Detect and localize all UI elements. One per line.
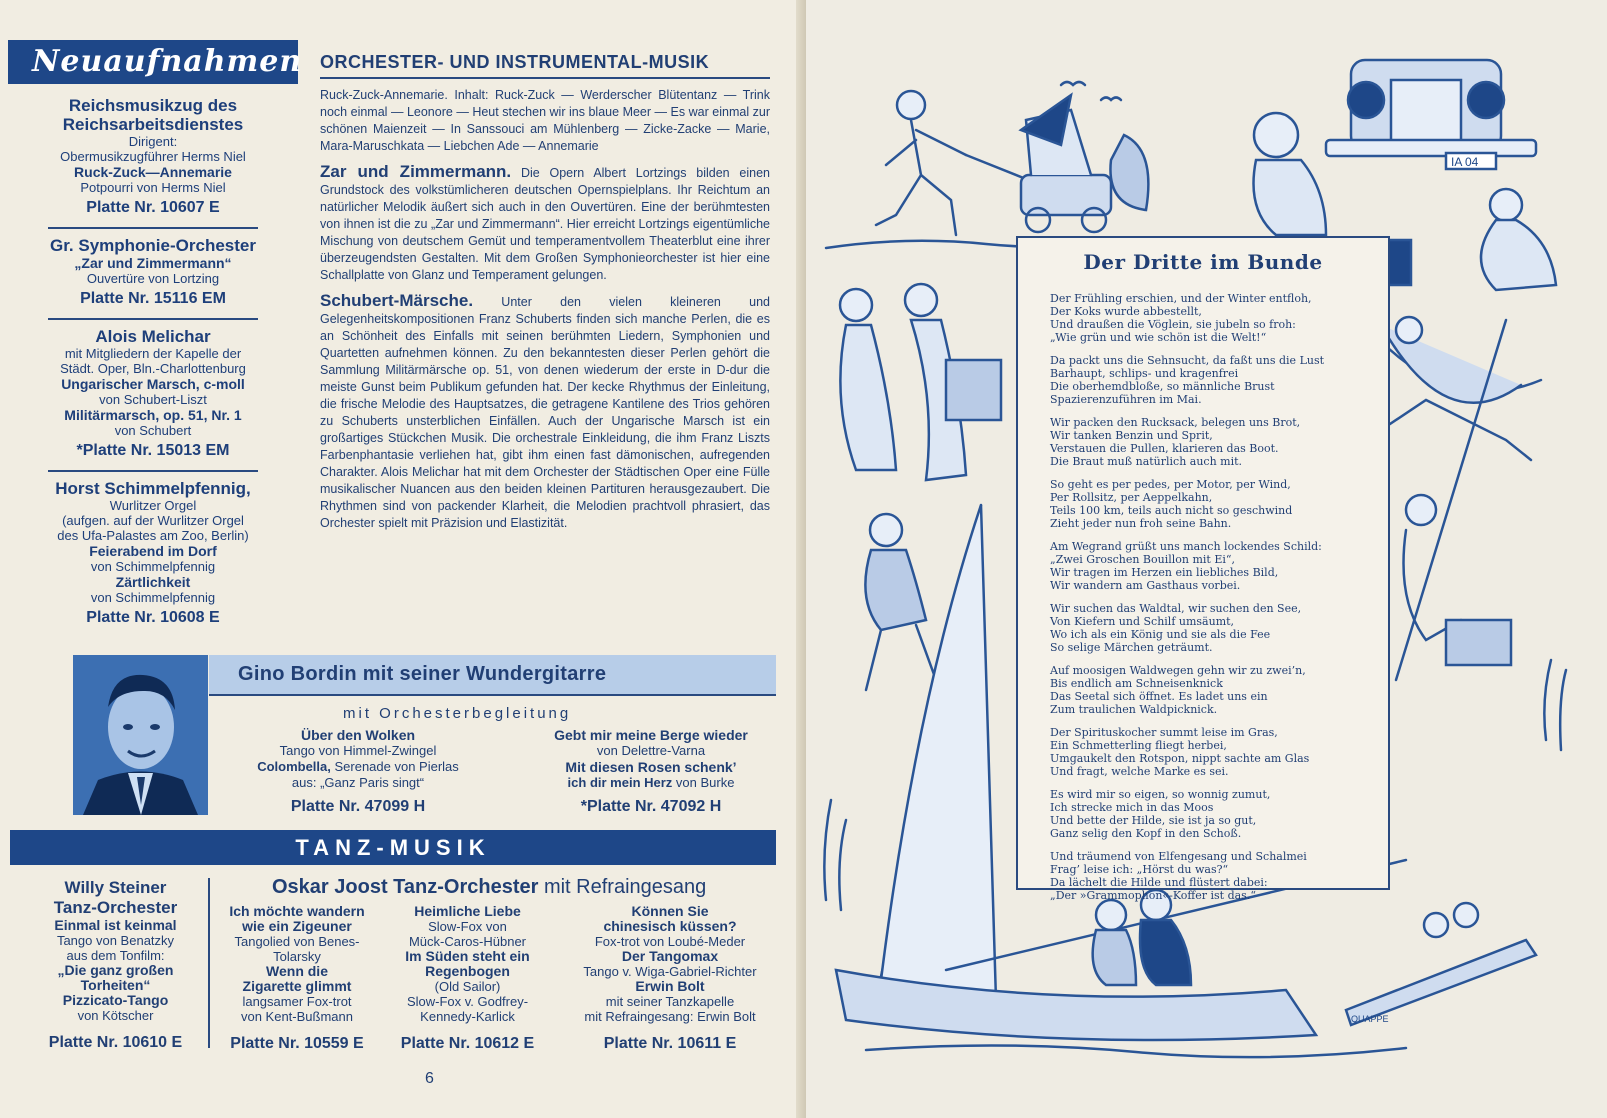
record-composer: Slow-Fox von — [428, 919, 507, 934]
poem-line: Die oberhemdbloße, so männliche Brust — [1050, 380, 1275, 393]
plate-number: Platte Nr. 10559 E — [230, 1035, 364, 1052]
record-title: Militärmarsch, op. 51, Nr. 1 — [64, 407, 242, 423]
poem-line: Wir tanken Benzin und Sprit, — [1050, 429, 1213, 442]
poem-line: Da lächelt die Hilde und flüstert dabei: — [1050, 876, 1268, 889]
poem-line: Wir tragen im Herzen ein liebliches Bild, — [1050, 566, 1279, 579]
release-entry — [8, 92, 298, 224]
gino-record-left — [223, 727, 493, 815]
joost-heading — [272, 876, 706, 899]
canoe-drawing — [1346, 903, 1536, 1025]
divider — [48, 227, 258, 229]
poem-line: Es wird mir so eigen, so wonnig zumut, — [1050, 788, 1271, 801]
record-title: Ruck-Zuck—Annemarie — [74, 164, 232, 180]
record-source: aus: „Ganz Paris singt“ — [291, 775, 425, 790]
poem-stanza — [1050, 726, 1372, 778]
man-pushing-pram-drawing — [876, 91, 1148, 235]
record-line — [531, 775, 771, 791]
poem-line: Wir suchen das Waldtal, wir suchen den See, — [1050, 602, 1302, 615]
record-title: Ich möchte wandern — [229, 903, 365, 919]
artist-detail: Dirigent: — [128, 134, 178, 149]
artist-name: Alois Melichar — [95, 327, 211, 346]
artist-name: Horst Schimmelpfennig, — [55, 479, 251, 498]
poem-line: Der Spirituskocher summt leise im Gras, — [1050, 726, 1278, 739]
dance-column-4 — [560, 904, 780, 1051]
poem-line: Verstauen die Pullen, klarieren das Boot. — [1050, 442, 1279, 455]
record-title: Mit diesen Rosen schenk’ — [565, 759, 737, 775]
record-source: aus dem Tonfilm: — [66, 948, 165, 963]
record-title: Können Sie — [631, 903, 709, 919]
paragraph: Ruck-Zuck-Annemarie. Inhalt: Ruck-Zuck — Werderscher Blütentanz — Trink noch einmal — Leonore — Heut stechen wir ins blaue Meer — Es war einmal zur schönen Maienzeit — In Sanssouci am Mühlenberg — Zicke-Zacke — Marie, Mara-Maruschkata — Liebchen Ade — Annemarie — [320, 88, 770, 153]
poem-line: Umgaukelt den Rotspon, nippt sachte am Glas — [1050, 752, 1310, 765]
poem-line: „Wie grün und wie schön ist die Welt!“ — [1050, 331, 1267, 344]
record-composer: langsamer Fox-trot — [242, 994, 352, 1009]
poem-line: So geht es per pedes, per Motor, per Wind, — [1050, 478, 1291, 491]
record-title: Einmal ist keinmal — [54, 917, 177, 933]
record-title: chinesisch küssen? — [603, 918, 737, 934]
poem-stanza — [1050, 850, 1372, 902]
artist-detail: Obermusikzugführer Herms Niel — [60, 149, 246, 164]
plate-number: Platte Nr. 10608 E — [86, 609, 220, 626]
poem-line: Barhaupt, schlips- und kragenfrei — [1050, 367, 1239, 380]
paragraph-lead: Schubert-Märsche. — [320, 291, 474, 310]
paragraph-body: Unter den vielen kleineren und Gelegenheitskompositionen Franz Schuberts finden sich manche Perlen, die es an Schönheit des Einfalls mit seinen berühmten Liedern, Symphonien und Quartetten aufnehmen können. Zu den bekanntesten dieser Perlen gehört die Sammlung Militärmärsche op. 51, von denen wiederum der erste in D-dur die meiste Gunst beim Publikum gefunden hat. Der kecke Rhythmus der Einleitung, die frische Melodie des Hauptsatzes, die getragene Kantilene des Trios gehören zu Schuberts unsterblichen Einfällen. Auch der Ungarische Marsch ist ein großartiges Stückchen Musik. Die orchestrale Einkleidung, die ihm Franz Liszts Farbenphantasie verliehen hat, gibt ihm einen fast dämonischen, aufregenden Charakter. Alois Melichar hat mit dem Orchester der Städtischen Oper eine Fülle musikalischer Nuancen aus den beiden kleinen Partituren herausgezaubert. Die Rhythmen sind von packender Klarheit, die Melodien prachtvoll phrasiert, das Orchester spielt mit Präzision und Elastizität. — [320, 295, 770, 530]
plate-number: Platte Nr. 10612 E — [400, 1035, 535, 1052]
record-composer: von Kent-Bußmann — [240, 1009, 353, 1024]
record-title: ich dir mein Herz — [567, 775, 673, 790]
record-composer: Tango v. Wiga-Gabriel-Richter — [583, 964, 757, 979]
car-drawing — [1326, 60, 1536, 169]
record-composer: Tango von Himmel-Zwingel — [279, 743, 437, 758]
record-composer: von Schimmelpfennig — [90, 559, 216, 574]
artist-detail: mit seiner Tanzkapelle — [605, 994, 735, 1009]
poem-line: Das Seetal sich öffnet. Es ladet uns ein — [1050, 690, 1268, 703]
dance-column-1 — [28, 878, 203, 1050]
record-composer: Fox-trot von Loubé-Meder — [594, 934, 746, 949]
poem-line: Da packt uns die Sehnsucht, da faßt uns die Lust — [1050, 354, 1325, 367]
record-title: Torheiten“ — [80, 977, 151, 993]
record-composer: Ouvertüre von Lortzing — [86, 271, 220, 286]
poem-line: Und bette der Hilde, sie ist ja so gut, — [1050, 814, 1257, 827]
dance-column-3 — [380, 904, 555, 1051]
paragraph — [320, 163, 770, 284]
sitting-man-drawing — [1254, 113, 1327, 235]
poem-stanza — [1050, 602, 1372, 654]
artist-detail: (aufgen. auf der Wurlitzer Orgel — [62, 513, 244, 528]
orchestra-section — [320, 52, 770, 532]
dance-column-2 — [212, 904, 382, 1051]
release-entry — [8, 323, 298, 467]
page-number: 6 — [425, 1070, 434, 1087]
poem-line: Zum traulichen Waldpicknick. — [1050, 703, 1218, 716]
record-line — [223, 759, 493, 775]
poem-stanza — [1050, 664, 1372, 716]
gino-title: Gino Bordin mit seiner Wundergitarre — [238, 663, 607, 685]
dancing-couple-drawing — [840, 284, 1001, 480]
poem-line: Wo ich als ein König und sie als die Fee — [1050, 628, 1271, 641]
record-title: Der Tangomax — [621, 948, 719, 964]
record-composer: von Schubert — [114, 423, 192, 438]
artist-detail: Wurlitzer Orgel — [109, 498, 197, 513]
record-composer: von Delettre-Varna — [596, 743, 706, 758]
plate-number: *Platte Nr. 15013 EM — [76, 442, 230, 459]
poem-stanza — [1050, 788, 1372, 840]
record-title: „Die ganz großen — [57, 962, 174, 978]
section-heading: ORCHESTER- UND INSTRUMENTAL-MUSIK — [320, 52, 770, 79]
plate-number: Platte Nr. 47099 H — [290, 798, 426, 815]
poem-box — [1016, 236, 1390, 902]
paragraph-body: Die Opern Albert Lortzings bilden einen Grundstock des volkstümlicheren deutschen Opernspielplans. Ihr Reichtum an natürlicher Melodik äußert sich auch in den Ouvertüren. Eine der berühmtesten von ihnen ist die zu „Zar und Zimmermann“. Hier erreicht Lortzings eigentümliche Mischung von deutschem Gemüt und temperamentvollem Theaterblut eine ihrer überzeugendsten Gestalten. Mit dem Großen Symphonieorchester ist hier eine Schallplatte von Glanz und Temperament gelungen. — [320, 166, 770, 282]
artist-name: Oskar Joost Tanz-Orchester — [272, 876, 539, 898]
artist-detail: mit Refraingesang: Erwin Bolt — [584, 1009, 756, 1024]
record-title: Über den Wolken — [300, 727, 416, 743]
record-title: wie ein Zigeuner — [242, 918, 352, 934]
artist-detail: mit Mitgliedern der Kapelle der — [64, 346, 242, 361]
record-title: Colombella, — [257, 759, 331, 774]
paragraph — [320, 292, 770, 532]
artist-detail: mit Refraingesang — [538, 876, 707, 898]
gino-subtitle: mit Orchesterbegleitung — [343, 705, 572, 722]
record-composer: von Schimmelpfennig — [90, 590, 216, 605]
woman-sitting-drawing — [1481, 189, 1556, 290]
poem-line: Auf moosigen Waldwegen gehn wir zu zwei’n, — [1050, 664, 1306, 677]
poem-line: Zieht jeder nun froh seine Bahn. — [1050, 517, 1232, 530]
artist-name: Gr. Symphonie-Orchester — [50, 236, 256, 255]
artist-detail: des Ufa-Palastes am Zoo, Berlin) — [57, 528, 249, 543]
record-composer: Tangolied von Benes- — [234, 934, 360, 949]
release-entry — [8, 475, 298, 634]
record-composer: von Kötscher — [77, 1008, 154, 1023]
new-releases-column — [8, 40, 303, 634]
record-title: Pizzicato-Tango — [62, 992, 169, 1008]
record-composer: von Burke — [672, 775, 735, 790]
release-entry — [8, 232, 298, 315]
water-line — [866, 1045, 1406, 1057]
license-plate: IA 04 — [1451, 155, 1479, 169]
artist-detail: Städt. Oper, Bln.-Charlottenburg — [60, 361, 246, 376]
record-title: Zigarette glimmt — [242, 978, 352, 994]
artist-name: Willy Steiner — [64, 878, 167, 897]
artist-name: Reichsmusikzug des Reichsarbeitsdienstes — [62, 96, 244, 134]
record-title: Heimliche Liebe — [414, 903, 521, 919]
poem-line: Die Braut muß natürlich auch mit. — [1050, 455, 1243, 468]
divider — [48, 318, 258, 320]
record-title: Zärtlichkeit — [115, 574, 191, 590]
poem-line: „Zwei Groschen Bouillon mit Ei“, — [1050, 553, 1236, 566]
record-composer: Tango von Benatzky — [56, 933, 175, 948]
divider — [48, 470, 258, 472]
record-composer: Serenade von Pierlas — [330, 759, 459, 774]
new-releases-banner: Neuaufnahmen — [8, 40, 298, 84]
gino-bordin-box — [73, 655, 776, 815]
artist-name: Erwin Bolt — [635, 978, 705, 994]
artist-photo — [73, 655, 208, 815]
poem-title: Der Dritte im Bunde — [1083, 250, 1323, 274]
record-title: „Zar und Zimmermann“ — [74, 255, 232, 271]
poem-stanzas — [1018, 292, 1388, 902]
record-composer: Potpourri von Herms Niel — [80, 180, 226, 195]
record-source: (Old Sailor) — [434, 979, 501, 994]
poem-line: Spazierenzuführen im Mai. — [1050, 393, 1202, 406]
plate-number: *Platte Nr. 47092 H — [580, 798, 722, 815]
gino-record-right — [531, 727, 771, 815]
poem-stanza — [1050, 416, 1372, 468]
record-title: Im Süden steht ein — [405, 948, 530, 964]
record-composer: Tolarsky — [273, 949, 321, 964]
poem-stanza — [1050, 354, 1372, 406]
record-title: Wenn die — [266, 963, 328, 979]
plate-number: Platte Nr. 10610 E — [48, 1034, 183, 1051]
poem-stanza — [1050, 540, 1372, 592]
record-composer: Slow-Fox v. Godfrey- — [406, 994, 529, 1009]
poem-line: Teils 100 km, teils auch nicht so geschwind — [1050, 504, 1293, 517]
poem-line: Und träumend von Elfengesang und Schalmei — [1050, 850, 1307, 863]
record-composer: von Schubert-Liszt — [99, 392, 207, 407]
plate-number: Platte Nr. 10611 E — [603, 1035, 737, 1052]
poem-line: Frag’ leise ich: „Hörst du was?“ — [1050, 863, 1229, 876]
record-title: Regenbogen — [425, 963, 510, 979]
column-divider — [208, 878, 210, 1048]
record-title: Feierabend im Dorf — [89, 543, 217, 559]
record-title: Gebt mir meine Berge wieder — [554, 727, 748, 743]
poem-line: Der Koks wurde abbestellt, — [1050, 305, 1202, 318]
poem-line: Ganz selig den Kopf in den Schoß. — [1050, 827, 1242, 840]
plate-number: Platte Nr. 10607 E — [86, 199, 220, 216]
poem-line: Per Rollsitz, per Aeppelkahn, — [1050, 491, 1213, 504]
right-page — [806, 0, 1607, 1118]
plate-number: Platte Nr. 15116 EM — [80, 290, 226, 307]
record-title: Ungarischer Marsch, c-moll — [61, 376, 245, 392]
poem-line: Wir packen den Rucksack, belegen uns Brot, — [1050, 416, 1301, 429]
poem-stanza — [1050, 478, 1372, 530]
portrait-image — [73, 655, 208, 815]
poem-line: Und draußen die Vöglein, sie jubeln so froh: — [1050, 318, 1296, 331]
paragraph-lead: Zar und Zimmermann. — [320, 162, 512, 181]
poem-line: Bis endlich am Schneisenknick — [1050, 677, 1223, 690]
poem-line: Und fragt, welche Marke es sei. — [1050, 765, 1229, 778]
poem-line: Ich strecke mich in das Moos — [1050, 801, 1214, 814]
record-composer: Mück-Caros-Hübner — [408, 934, 527, 949]
poem-stanza — [1050, 292, 1372, 344]
hiker-drawing — [865, 514, 936, 690]
dance-music-bar: TANZ-MUSIK — [10, 830, 776, 865]
poem-line: Von Kiefern und Schilf umsäumt, — [1050, 615, 1235, 628]
poem-line: Ein Schmetterling fliegt herbei, — [1050, 739, 1227, 752]
record-composer: Kennedy-Karlick — [420, 1009, 515, 1024]
artist-name: Tanz-Orchester — [53, 898, 178, 917]
canoe-label: QUAPPE — [1351, 1014, 1389, 1024]
poem-line: Am Wegrand grüßt uns manch lockendes Schild: — [1050, 540, 1322, 553]
poem-line: So selige Märchen geträumt. — [1050, 641, 1213, 654]
poem-line: Wir wandern am Gasthaus vorbei. — [1050, 579, 1241, 592]
poem-line: Der Frühling erschien, und der Winter entfloh, — [1050, 292, 1312, 305]
poem-line: „Der »Grammophon«-Koffer ist das.“ — [1050, 889, 1256, 902]
